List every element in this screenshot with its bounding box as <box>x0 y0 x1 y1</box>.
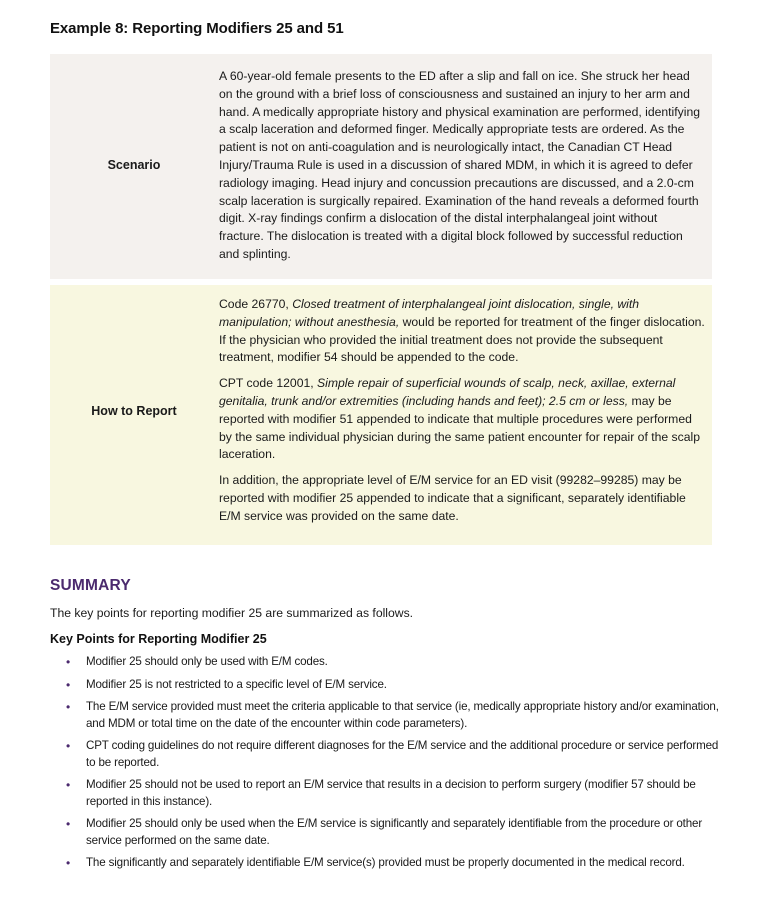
scenario-label: Scenario <box>107 158 161 172</box>
paragraph <box>219 375 705 464</box>
list-item <box>66 816 726 849</box>
list-item-text: Modifier 25 should only be used with E/M codes. <box>86 655 328 668</box>
text-segment: may be reported with modifier 51 appended to indicate that multiple procedures were performed by the same individual physician during the same patient encounter for repair of the scalp laceration. <box>219 393 701 462</box>
key-points-heading: Key Points for Reporting Modifier 25 <box>50 632 267 646</box>
how-to-report-row <box>50 285 712 545</box>
how-to-report-label: How to Report <box>91 404 177 418</box>
summary-heading: SUMMARY <box>50 577 131 594</box>
text-segment: CPT code 12001, <box>219 376 318 391</box>
summary-intro: The key points for reporting modifier 25 are summarized as follows. <box>50 606 414 620</box>
scenario-row <box>50 54 712 279</box>
how-to-report-body <box>219 296 705 534</box>
list-item-text: The E/M service provided must meet the criteria applicable to that service (ie, medically appropriate history and/or examination, and MDM or total time on the date of the encounter within code parameters). <box>86 700 719 730</box>
scenario-body <box>219 68 705 272</box>
list-item <box>66 777 726 810</box>
paragraph <box>219 472 705 525</box>
list-item <box>66 699 726 732</box>
text-segment: Code 26770, <box>219 297 293 311</box>
code-descriptor: Simple repair of superficial wounds of scalp, neck, axillae, external genitalia, trunk and/or extremities (including hands and feet); 2.5 cm or less, <box>219 376 676 408</box>
list-item-text: Modifier 25 should not be used to report an E/M service that results in a decision to perform surgery (modifier 57 should be reported in this instance). <box>86 778 696 808</box>
paragraph <box>219 68 705 264</box>
list-item-text: CPT coding guidelines do not require different diagnoses for the E/M service and the additional procedure or service performed to be reported. <box>86 739 719 769</box>
text-segment: would be reported for treatment of the finger dislocation. If the physician who provided the initial treatment does not provide the subsequent treatment, modifier 54 should be appended to the code. <box>219 314 705 365</box>
bullet-icon: • <box>66 739 71 753</box>
bullet-icon: • <box>66 655 71 669</box>
example-title: Example 8: Reporting Modifiers 25 and 51 <box>50 20 344 37</box>
list-item <box>66 738 726 771</box>
bullet-icon: • <box>66 856 71 870</box>
code-descriptor: Closed treatment of interphalangeal joint dislocation, single, with manipulation; without anesthesia, <box>219 297 640 329</box>
key-points-list <box>66 654 726 878</box>
bullet-icon: • <box>66 677 71 692</box>
list-item <box>66 677 726 694</box>
text-segment: A 60-year-old female presents to the ED after a slip and fall on ice. She struck her head on the ground with a brief loss of consciousness and sustained an injury to her arm and hand. A medically appropriate history and physical examination are performed, identifying a scalp laceration and deformed finger. Medically appropriate tests are ordered. As the patient is not on anti-coagulation and is neurologically intact, the Canadian CT Head Injury/Trauma Rule is used in a discussion of shared MDM, in which it is agreed to defer radiology imaging. Head injury and concussion precautions are discussed, and a 2.0-cm scalp laceration is surgically repaired. Examination of the hand reveals a deformed fourth digit. X-ray findings confirm a dislocation of the distal interphalangeal joint without fracture. The dislocation is treated with a digital block followed by successful reduction and splinting. <box>219 69 701 261</box>
text-segment: In addition, the appropriate level of E/M service for an ED visit (99282–99285) may be reported with modifier 25 appended to indicate that a significant, separately identifiable E/M service was provided on the same date. <box>219 473 686 523</box>
paragraph <box>219 296 705 367</box>
list-item-text: The significantly and separately identifiable E/M service(s) provided must be properly documented in the medical record. <box>86 856 685 869</box>
bullet-icon: • <box>66 700 71 714</box>
list-item-text: Modifier 25 should only be used when the E/M service is significantly and separately identifiable from the procedure or other service performed on the same date. <box>86 817 703 847</box>
list-item <box>66 855 726 872</box>
list-item <box>66 654 726 671</box>
bullet-icon: • <box>66 778 71 792</box>
list-item-text: Modifier 25 is not restricted to a specific level of E/M service. <box>86 677 387 691</box>
bullet-icon: • <box>66 817 71 831</box>
